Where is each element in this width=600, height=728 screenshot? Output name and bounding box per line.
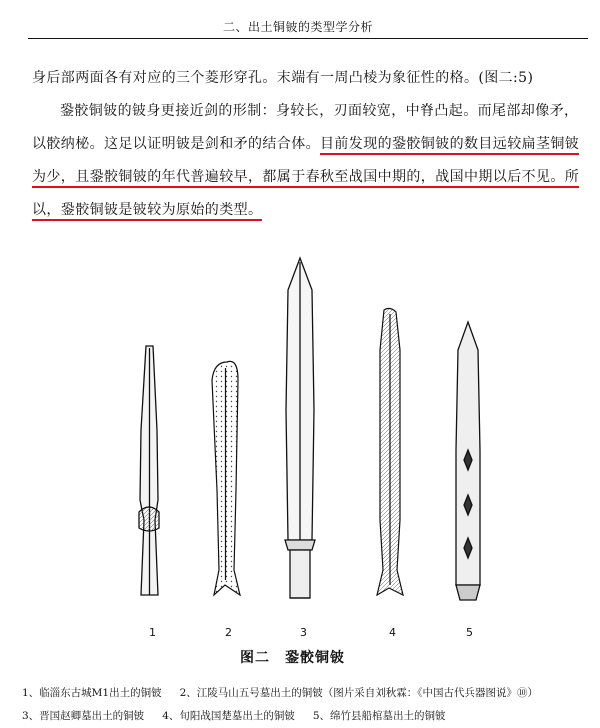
figure-notes — [22, 682, 592, 728]
blade-5 — [456, 322, 480, 600]
running-header-title: 二、出土铜铍的类型学分析 — [222, 20, 373, 34]
figure-note-3: 3、晋国赵卿墓出土的铜铍 — [22, 710, 145, 722]
body-text — [32, 62, 584, 227]
figure-note-2: 2、江陵马山五号墓出土的铜铍（图片采自刘秋霖：《中国古代兵器图说》⑩） — [179, 687, 539, 699]
figure-number-5: 5 — [466, 626, 473, 639]
blade-2 — [212, 361, 240, 595]
notes-row-1 — [22, 682, 592, 705]
bronze-pi-figure — [100, 250, 520, 630]
header-rule — [28, 38, 588, 39]
figure-note-4: 4、旬阳战国楚墓出土的铜铍 — [162, 710, 295, 722]
blade-1 — [139, 346, 159, 595]
figure-number-2: 2 — [225, 626, 232, 639]
figure-numbers — [0, 626, 600, 640]
highlighted-sentence: 目前发现的銎骹铜铍的数目远较扁茎铜铍为少，且銎骹铜铍的年代普遍较早，都属于春秋至战国中期的，战国中期以后不见。所以，銎骹铜铍是铍较为原始的类型。 — [32, 136, 579, 221]
figure-number-3: 3 — [300, 626, 307, 639]
figure-number-1: 1 — [149, 626, 156, 639]
figure-caption: 图二 銎骹铜铍 — [240, 650, 345, 666]
page-header — [28, 14, 588, 40]
blade-3 — [285, 258, 315, 598]
figure-note-1: 1、临淄东古城M1出土的铜铍 — [22, 687, 162, 699]
figure-note-5: 5、绵竹县船棺墓出土的铜铍 — [312, 710, 446, 722]
paragraph-2 — [32, 95, 584, 227]
blade-4 — [377, 308, 403, 595]
paragraph-1: 身后部两面各有对应的三个菱形穿孔。末端有一周凸棱为象征性的格。(图二:5) — [32, 70, 534, 86]
paragraph-2-plain: 銎骹铜铍的铍身更接近剑的形制：身较长，刃面较宽，中脊凸起。而尾部却像矛，以骹纳柲。这足以证明铍是剑和矛的结合体。 — [32, 103, 579, 152]
figure-number-4: 4 — [389, 626, 396, 639]
